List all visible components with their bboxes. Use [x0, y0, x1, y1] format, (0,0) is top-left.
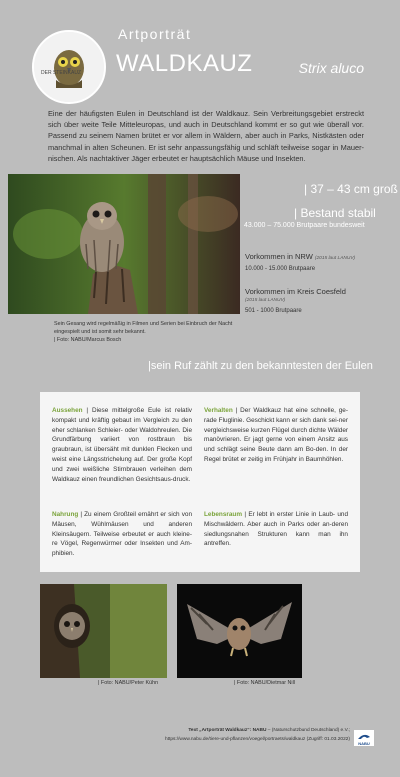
- lebensraum-label: Lebensraum: [204, 511, 243, 518]
- latin-name: Strix aluco: [298, 60, 364, 76]
- photo-caption: [54, 320, 240, 345]
- lebensraum-text: | Er lebt in erster Linie in Laub- und Mischwäldern. Aber auch in Parks oder an-deren siedlungsnahen Strukturen kann man ihn antreffen.: [204, 511, 349, 548]
- info-box: [40, 392, 360, 572]
- verhalten-text: | Der Waldkauz hat eine schnelle, ge-rade Fluglinie. Geschickt kann er sich dank sei-ner vergleichsweise kurzen Flügel durch dichte Wälder manövrieren. Er jagt gerne von einem Ansitz aus und schlägt seine Beute dann am Bo-den. In der Regel brütet er zeitig im Frühjahr in Baumhöhlen.: [204, 407, 348, 463]
- status-stat: | Bestand stabil: [294, 206, 376, 220]
- coesfeld-heading: Vorkommen im Kreis Coesfeld: [245, 287, 346, 296]
- tawny-owl-in-flight-photo: [177, 584, 302, 678]
- nrw-heading: Vorkommen in NRW (2015 laut LANUV): [245, 252, 356, 261]
- call-quote: |sein Ruf zählt zu den bekanntesten der Eulen: [148, 360, 373, 372]
- aussehen-label: Aussehen: [52, 407, 83, 414]
- footer-source-bold: Text „Artporträt Waldkauz“: NABU: [188, 728, 267, 733]
- photo-credit-left: | Foto: NABU/Peter Kühn: [98, 680, 159, 686]
- footer-source-line: [50, 726, 350, 735]
- svg-text:NABU: NABU: [358, 741, 370, 746]
- intro-text: Eine der häufigsten Eulen in Deutschland ist der Waldkauz. Sein Verbreitungsgebiet erstreckt sich über weite Teile Mitteleuropas, und auch in Deutschland kommt er so gut wie überall vor. Passend zu seinem Namen brütet er vor allem in Wäldern, aber auch in Parks, Nistkästen oder manchmal in alten Scheunen. Er ist sehr anpassungsfähig und schläft teilweise sogar in Mauer-nischen. Als nachtaktiver Jäger erbeutet er hauptsächlich Mäuse und Insekten.: [48, 109, 364, 163]
- nabu-logo: [354, 730, 374, 746]
- footer-url: https://www.nabu.de/tiere-und-pflanzen/voegel/portraets/waldkauz (Zugriff: 01.03.2022): [165, 737, 350, 742]
- photo-caption-text: Sein Gesang wird regelmäßig in Filmen und Serien bei Einbruch der Nacht eingespielt und ist somit sehr bekannt.: [54, 321, 233, 336]
- tawny-owl-photo-main: [8, 174, 240, 314]
- nahrung-section: [52, 510, 192, 559]
- footer-source-rest: – (Naturschutzbund Deutschland) e.V.;: [266, 728, 350, 733]
- nahrung-text: | Zu einem Großteil ernährt er sich von Mäusen, Wühlmäusen und anderen Kleinsäugern. Teilweise erbeutet er auch kleine-re Vögel, Regenwürmer oder Insekten und Am-phibien.: [52, 511, 192, 558]
- lebensraum-section: [204, 510, 348, 549]
- breeding-pairs-national: 43.000 – 75.000 Brutpaare bundesweit: [244, 222, 365, 229]
- photo-credit-main: | Foto: NABU/Marcus Bosch: [54, 337, 122, 344]
- photo-credit-right: | Foto: NABU/Dietmar Nill: [234, 680, 296, 686]
- verhalten-section: [204, 406, 348, 465]
- nrw-value: 10.000 - 15.000 Brutpaare: [245, 266, 316, 272]
- header-kicker: Artporträt: [118, 26, 192, 42]
- coesfeld-source: (2015 laut LANUV): [245, 298, 286, 303]
- coesfeld-value: 501 - 1000 Brutpaare: [245, 308, 302, 314]
- footer-source: [50, 726, 350, 744]
- size-stat: | 37 – 43 cm groß: [304, 182, 398, 196]
- verhalten-label: Verhalten: [204, 407, 233, 414]
- aussehen-text: | Diese mittelgroße Eule ist relativ kompakt und kräftig gebaut im Vergleich zu den eher schlanken Schleier- oder Waldohreulen. Die Grundfärbung variiert von rostbraun bis graubraun, ist übersäht mit dunklen Flecken und weist eine Längsstrichelung auf. Der große Kopf und zwei weißliche Stirnbrauen verleihen dem Waldkauz einen freundlichen Gesichtsaus-druck.: [52, 407, 192, 483]
- aussehen-section: [52, 406, 192, 484]
- nrw-source: (2015 laut LANUV): [314, 256, 356, 261]
- steinkauz-logo: [32, 30, 106, 104]
- page-title: WALDKAUZ: [116, 50, 253, 77]
- nahrung-label: Nahrung: [52, 511, 79, 518]
- tawny-owl-in-tree-photo: [40, 584, 167, 678]
- svg-text:DER STEINKAUZ: DER STEINKAUZ: [41, 70, 82, 76]
